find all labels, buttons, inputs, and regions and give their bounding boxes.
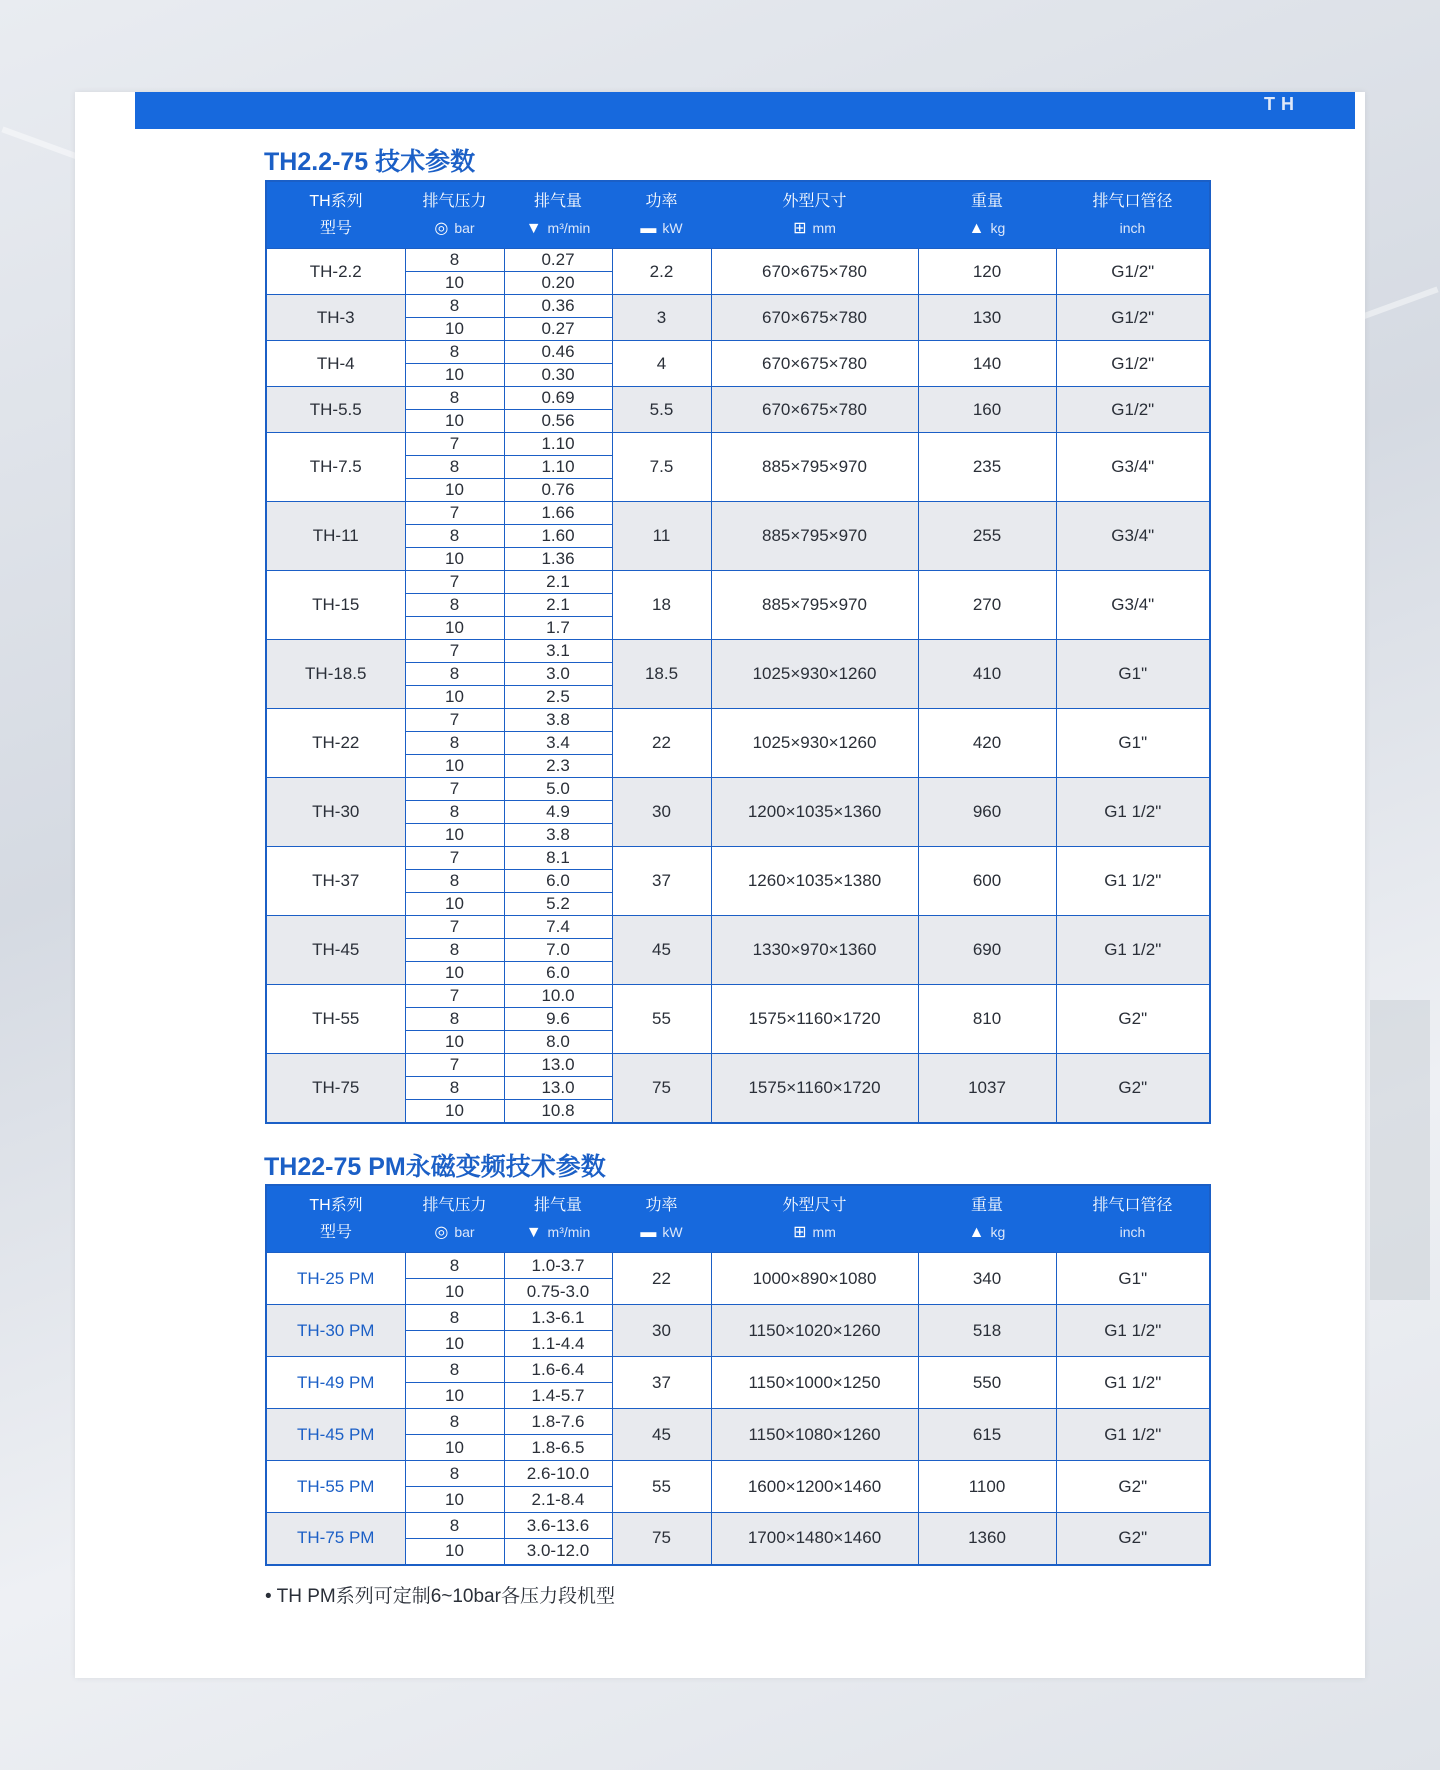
model-cell: TH-55 PM: [266, 1461, 405, 1513]
outlet-cell: G3/4": [1056, 571, 1210, 640]
pressure-cell: 10: [405, 410, 504, 433]
model-cell: TH-15: [266, 571, 405, 640]
weight-cell: 235: [918, 433, 1056, 502]
background-beam: [1361, 287, 1438, 320]
outlet-cell: G1 1/2": [1056, 1409, 1210, 1461]
dims-cell: 1150×1080×1260: [711, 1409, 918, 1461]
table-row: [266, 1054, 1210, 1077]
outlet-cell: G1 1/2": [1056, 916, 1210, 985]
section2-title: TH22-75 PM永磁变频技术参数: [264, 1153, 606, 1181]
pressure-cell: 10: [405, 893, 504, 916]
weight-cell: 1360: [918, 1513, 1056, 1565]
pressure-cell: 8: [405, 387, 504, 410]
model-cell: TH-18.5: [266, 640, 405, 709]
pressure-cell: 7: [405, 985, 504, 1008]
flow-cell: 6.0: [504, 870, 612, 893]
flow-cell: 0.46: [504, 341, 612, 364]
outlet-cell: G1 1/2": [1056, 1357, 1210, 1409]
flow-cell: 8.1: [504, 847, 612, 870]
dims-cell: 885×795×970: [711, 502, 918, 571]
flow-cell: 6.0: [504, 962, 612, 985]
flow-cell: 0.27: [504, 249, 612, 272]
table-row: [266, 640, 1210, 663]
flow-cell: 0.56: [504, 410, 612, 433]
header-power: 功率 ▬ kW: [612, 181, 711, 249]
flow-cell: 1.1-4.4: [504, 1331, 612, 1357]
pressure-cell: 8: [405, 1008, 504, 1031]
model-cell: TH-11: [266, 502, 405, 571]
dims-cell: 1025×930×1260: [711, 640, 918, 709]
pressure-cell: 8: [405, 594, 504, 617]
table-row: [266, 433, 1210, 456]
table-row: [266, 1513, 1210, 1539]
pressure-cell: 10: [405, 1487, 504, 1513]
footnote: • TH PM系列可定制6~10bar各压力段机型: [265, 1586, 615, 1607]
outlet-cell: G1/2": [1056, 249, 1210, 295]
weight-cell: 420: [918, 709, 1056, 778]
table-row: [266, 387, 1210, 410]
flow-cell: 2.1: [504, 571, 612, 594]
pressure-cell: 10: [405, 824, 504, 847]
flow-cell: 4.9: [504, 801, 612, 824]
dims-cell: 1000×890×1080: [711, 1253, 918, 1305]
pressure-cell: 7: [405, 709, 504, 732]
outlet-cell: G3/4": [1056, 433, 1210, 502]
pressure-cell: 10: [405, 548, 504, 571]
flow-cell: 3.1: [504, 640, 612, 663]
model-cell: TH-49 PM: [266, 1357, 405, 1409]
outlet-cell: G1 1/2": [1056, 1305, 1210, 1357]
dims-cell: 885×795×970: [711, 571, 918, 640]
model-cell: TH-7.5: [266, 433, 405, 502]
pressure-cell: 10: [405, 1435, 504, 1461]
model-cell: TH-55: [266, 985, 405, 1054]
flow-cell: 13.0: [504, 1054, 612, 1077]
pressure-cell: 8: [405, 1253, 504, 1279]
flow-cell: 1.10: [504, 433, 612, 456]
pressure-cell: 8: [405, 1305, 504, 1331]
header-weight: 重量 ▲ kg: [918, 181, 1056, 249]
filter-icon: ▼: [525, 220, 542, 238]
pressure-cell: 7: [405, 433, 504, 456]
weight-cell: 255: [918, 502, 1056, 571]
power-cell: 75: [612, 1513, 711, 1565]
flow-cell: 0.36: [504, 295, 612, 318]
outlet-cell: G1": [1056, 640, 1210, 709]
dims-cell: 885×795×970: [711, 433, 918, 502]
model-cell: TH-4: [266, 341, 405, 387]
flow-cell: 3.6-13.6: [504, 1513, 612, 1539]
flow-cell: 0.20: [504, 272, 612, 295]
table-row: [266, 1409, 1210, 1435]
header-flow: 排气量 ▼ m³/min: [504, 1185, 612, 1253]
dims-cell: 1260×1035×1380: [711, 847, 918, 916]
power-cell: 22: [612, 1253, 711, 1305]
table-row: [266, 341, 1210, 364]
filter-icon: ▼: [525, 1224, 542, 1242]
power-cell: 55: [612, 985, 711, 1054]
pressure-cell: 7: [405, 571, 504, 594]
flow-cell: 0.27: [504, 318, 612, 341]
table-header-row: [266, 1185, 1210, 1253]
flow-cell: 8.0: [504, 1031, 612, 1054]
outlet-cell: G1": [1056, 1253, 1210, 1305]
table-row: [266, 249, 1210, 272]
gauge-icon: ◎: [434, 1224, 449, 1242]
outlet-cell: G1 1/2": [1056, 778, 1210, 847]
outlet-cell: G1/2": [1056, 295, 1210, 341]
box-icon: ⊞: [793, 1224, 807, 1242]
power-cell: 3: [612, 295, 711, 341]
weight-icon: ▲: [968, 220, 985, 238]
table-row: [266, 502, 1210, 525]
outlet-cell: G2": [1056, 985, 1210, 1054]
dims-cell: 1150×1020×1260: [711, 1305, 918, 1357]
flow-cell: 1.8-7.6: [504, 1409, 612, 1435]
flow-cell: 9.6: [504, 1008, 612, 1031]
model-cell: TH-25 PM: [266, 1253, 405, 1305]
dims-cell: 1575×1160×1720: [711, 985, 918, 1054]
power-cell: 37: [612, 1357, 711, 1409]
header-outlet: 排气口管径 inch: [1056, 181, 1210, 249]
power-cell: 18: [612, 571, 711, 640]
outlet-cell: G1": [1056, 709, 1210, 778]
flow-cell: 1.66: [504, 502, 612, 525]
model-cell: TH-22: [266, 709, 405, 778]
power-cell: 5.5: [612, 387, 711, 433]
flow-cell: 3.4: [504, 732, 612, 755]
header-power: 功率 ▬ kW: [612, 1185, 711, 1253]
flow-cell: 1.8-6.5: [504, 1435, 612, 1461]
outlet-cell: G3/4": [1056, 502, 1210, 571]
gauge-icon: ◎: [434, 220, 449, 238]
weight-cell: 340: [918, 1253, 1056, 1305]
pressure-cell: 10: [405, 272, 504, 295]
weight-cell: 518: [918, 1305, 1056, 1357]
pressure-cell: 8: [405, 939, 504, 962]
flow-cell: 1.6-6.4: [504, 1357, 612, 1383]
outlet-cell: G2": [1056, 1461, 1210, 1513]
dims-cell: 670×675×780: [711, 387, 918, 433]
power-cell: 4: [612, 341, 711, 387]
power-cell: 7.5: [612, 433, 711, 502]
weight-cell: 410: [918, 640, 1056, 709]
flow-cell: 2.3: [504, 755, 612, 778]
pressure-cell: 8: [405, 525, 504, 548]
flow-cell: 2.6-10.0: [504, 1461, 612, 1487]
table-row: [266, 1253, 1210, 1279]
pressure-cell: 7: [405, 778, 504, 801]
model-cell: TH-30: [266, 778, 405, 847]
pressure-cell: 10: [405, 1100, 504, 1123]
flow-cell: 5.2: [504, 893, 612, 916]
model-cell: TH-30 PM: [266, 1305, 405, 1357]
dims-cell: 1025×930×1260: [711, 709, 918, 778]
dims-cell: 670×675×780: [711, 341, 918, 387]
header-dims: 外型尺寸 ⊞ mm: [711, 181, 918, 249]
pressure-cell: 7: [405, 847, 504, 870]
pressure-cell: 10: [405, 364, 504, 387]
weight-cell: 690: [918, 916, 1056, 985]
box-icon: ⊞: [793, 220, 807, 238]
pressure-cell: 8: [405, 1077, 504, 1100]
pressure-cell: 7: [405, 502, 504, 525]
header-outlet: 排气口管径 inch: [1056, 1185, 1210, 1253]
outlet-cell: G1 1/2": [1056, 847, 1210, 916]
spec-table-standard: [265, 180, 1211, 1124]
pressure-cell: 8: [405, 663, 504, 686]
table-row: [266, 571, 1210, 594]
weight-cell: 600: [918, 847, 1056, 916]
dims-cell: 1700×1480×1460: [711, 1513, 918, 1565]
pressure-cell: 8: [405, 249, 504, 272]
power-cell: 30: [612, 1305, 711, 1357]
pressure-cell: 8: [405, 341, 504, 364]
outlet-cell: G1/2": [1056, 387, 1210, 433]
weight-cell: 615: [918, 1409, 1056, 1461]
motor-icon: ▬: [640, 220, 657, 238]
pressure-cell: 10: [405, 1383, 504, 1409]
motor-icon: ▬: [640, 1224, 657, 1242]
pressure-cell: 8: [405, 1461, 504, 1487]
pressure-cell: 7: [405, 1054, 504, 1077]
pressure-cell: 8: [405, 1409, 504, 1435]
spec-table-pm: [265, 1184, 1211, 1566]
top-banner: [135, 92, 1355, 129]
header-flow: 排气量 ▼ m³/min: [504, 181, 612, 249]
weight-cell: 550: [918, 1357, 1056, 1409]
flow-cell: 3.8: [504, 824, 612, 847]
table-header-row: [266, 181, 1210, 249]
pressure-cell: 7: [405, 916, 504, 939]
model-cell: TH-75: [266, 1054, 405, 1123]
pressure-cell: 8: [405, 456, 504, 479]
flow-cell: 0.69: [504, 387, 612, 410]
header-pressure: 排气压力 ◎ bar: [405, 1185, 504, 1253]
flow-cell: 1.36: [504, 548, 612, 571]
pressure-cell: 10: [405, 1031, 504, 1054]
pressure-cell: 7: [405, 640, 504, 663]
table-row: [266, 916, 1210, 939]
table-row: [266, 709, 1210, 732]
dims-cell: 1200×1035×1360: [711, 778, 918, 847]
power-cell: 18.5: [612, 640, 711, 709]
pressure-cell: 8: [405, 1513, 504, 1539]
brochure-page: [75, 92, 1365, 1678]
background-beam: [1, 127, 78, 160]
weight-cell: 960: [918, 778, 1056, 847]
weight-cell: 120: [918, 249, 1056, 295]
flow-cell: 1.60: [504, 525, 612, 548]
table-row: [266, 847, 1210, 870]
pressure-cell: 10: [405, 1331, 504, 1357]
dims-cell: 1150×1000×1250: [711, 1357, 918, 1409]
flow-cell: 3.8: [504, 709, 612, 732]
flow-cell: 0.76: [504, 479, 612, 502]
model-cell: TH-75 PM: [266, 1513, 405, 1565]
power-cell: 45: [612, 1409, 711, 1461]
power-cell: 37: [612, 847, 711, 916]
flow-cell: 0.30: [504, 364, 612, 387]
table-row: [266, 295, 1210, 318]
section1-title: TH2.2-75 技术参数: [264, 148, 476, 176]
power-cell: 22: [612, 709, 711, 778]
banner-mark: TH: [1264, 94, 1300, 114]
pressure-cell: 10: [405, 318, 504, 341]
outlet-cell: G2": [1056, 1513, 1210, 1565]
flow-cell: 1.4-5.7: [504, 1383, 612, 1409]
pressure-cell: 8: [405, 870, 504, 893]
table-row: [266, 778, 1210, 801]
weight-cell: 1100: [918, 1461, 1056, 1513]
dims-cell: 1600×1200×1460: [711, 1461, 918, 1513]
power-cell: 75: [612, 1054, 711, 1123]
outlet-cell: G1/2": [1056, 341, 1210, 387]
pressure-cell: 8: [405, 1357, 504, 1383]
weight-icon: ▲: [968, 1224, 985, 1242]
weight-cell: 810: [918, 985, 1056, 1054]
model-cell: TH-3: [266, 295, 405, 341]
flow-cell: 0.75-3.0: [504, 1279, 612, 1305]
table-row: [266, 1305, 1210, 1331]
power-cell: 55: [612, 1461, 711, 1513]
pressure-cell: 8: [405, 295, 504, 318]
outlet-cell: G2": [1056, 1054, 1210, 1123]
pressure-cell: 10: [405, 1279, 504, 1305]
flow-cell: 2.1: [504, 594, 612, 617]
power-cell: 11: [612, 502, 711, 571]
header-dims: 外型尺寸 ⊞ mm: [711, 1185, 918, 1253]
pressure-cell: 10: [405, 686, 504, 709]
weight-cell: 160: [918, 387, 1056, 433]
flow-cell: 3.0-12.0: [504, 1539, 612, 1565]
dims-cell: 1575×1160×1720: [711, 1054, 918, 1123]
header-pressure: 排气压力 ◎ bar: [405, 181, 504, 249]
weight-cell: 140: [918, 341, 1056, 387]
flow-cell: 2.5: [504, 686, 612, 709]
dims-cell: 670×675×780: [711, 249, 918, 295]
pressure-cell: 8: [405, 732, 504, 755]
flow-cell: 1.0-3.7: [504, 1253, 612, 1279]
model-cell: TH-2.2: [266, 249, 405, 295]
flow-cell: 7.0: [504, 939, 612, 962]
table-row: [266, 985, 1210, 1008]
header-model: TH系列 型号: [266, 181, 405, 249]
flow-cell: 10.8: [504, 1100, 612, 1123]
flow-cell: 2.1-8.4: [504, 1487, 612, 1513]
flow-cell: 7.4: [504, 916, 612, 939]
flow-cell: 13.0: [504, 1077, 612, 1100]
model-cell: TH-5.5: [266, 387, 405, 433]
weight-cell: 130: [918, 295, 1056, 341]
table-row: [266, 1357, 1210, 1383]
pressure-cell: 10: [405, 479, 504, 502]
weight-cell: 1037: [918, 1054, 1056, 1123]
model-cell: TH-37: [266, 847, 405, 916]
power-cell: 45: [612, 916, 711, 985]
pressure-cell: 10: [405, 962, 504, 985]
flow-cell: 3.0: [504, 663, 612, 686]
header-weight: 重量 ▲ kg: [918, 1185, 1056, 1253]
background-beam: [1370, 1000, 1430, 1300]
dims-cell: 1330×970×1360: [711, 916, 918, 985]
dims-cell: 670×675×780: [711, 295, 918, 341]
header-model: TH系列 型号: [266, 1185, 405, 1253]
flow-cell: 10.0: [504, 985, 612, 1008]
power-cell: 30: [612, 778, 711, 847]
flow-cell: 5.0: [504, 778, 612, 801]
table-row: [266, 1461, 1210, 1487]
pressure-cell: 10: [405, 1539, 504, 1565]
weight-cell: 270: [918, 571, 1056, 640]
flow-cell: 1.7: [504, 617, 612, 640]
pressure-cell: 8: [405, 801, 504, 824]
model-cell: TH-45: [266, 916, 405, 985]
pressure-cell: 10: [405, 755, 504, 778]
flow-cell: 1.3-6.1: [504, 1305, 612, 1331]
power-cell: 2.2: [612, 249, 711, 295]
model-cell: TH-45 PM: [266, 1409, 405, 1461]
pressure-cell: 10: [405, 617, 504, 640]
flow-cell: 1.10: [504, 456, 612, 479]
